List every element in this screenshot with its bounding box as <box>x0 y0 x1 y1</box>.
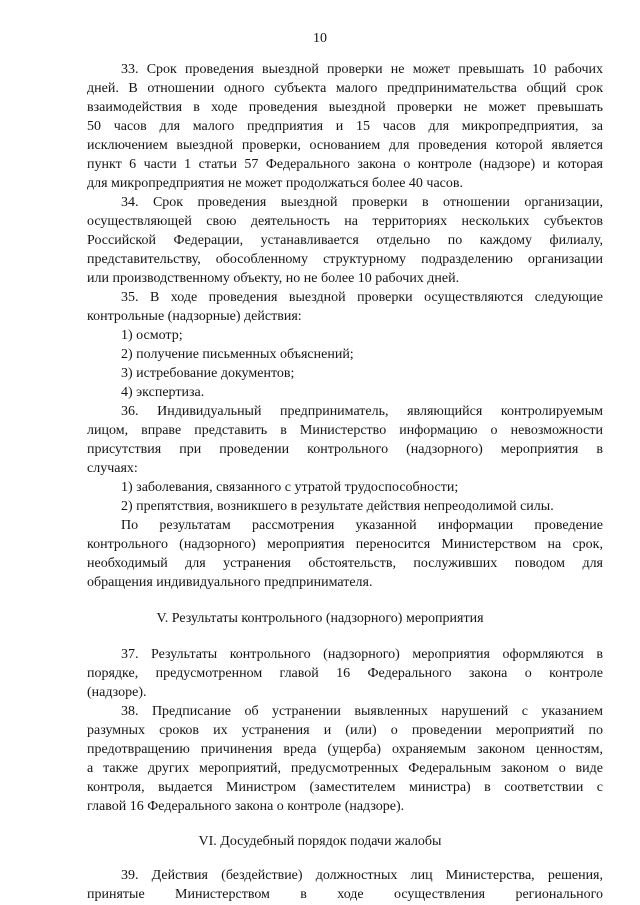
paragraph-34-line-2: осуществляющей свою деятельность на территориях нескольких субъектов <box>87 214 603 229</box>
paragraph-37-line-3: (надзоре). <box>87 685 147 700</box>
paragraph-33-line-1: 33. Срок проведения выездной проверки не может превышать 10 рабочих <box>121 62 603 77</box>
paragraph-33-line-7: для микропредприятия не может продолжаться более 40 часов. <box>87 176 463 191</box>
list-item-documents: 3) истребование документов; <box>121 366 295 381</box>
paragraph-34-line-3: Российской Федерации, устанавливается отдельно по каждому филиалу, <box>87 233 603 248</box>
paragraph-33-line-3: взаимодействия в ходе проведения выездной проверки не может превышать <box>87 100 603 115</box>
paragraph-review-line-3: необходимый для устранения обстоятельств, послуживших поводом для <box>87 556 603 571</box>
paragraph-36-line-1: 36. Индивидуальный предприниматель, являющийся контролируемым <box>121 404 603 419</box>
page-number: 10 <box>313 31 327 46</box>
paragraph-37-line-2: порядке, предусмотренном главой 16 Федерального закона о контроле <box>87 666 603 681</box>
paragraph-34-line-5: или производственному объекту, но не более 10 рабочих дней. <box>87 271 460 286</box>
paragraph-35-line-2: контрольные (надзорные) действия: <box>87 309 302 324</box>
paragraph-39-line-1: 39. Действия (бездействие) должностных лиц Министерства, решения, <box>121 868 603 883</box>
paragraph-37-line-1: 37. Результаты контрольного (надзорного) мероприятия оформляются в <box>121 647 603 662</box>
paragraph-review-line-4: обращения индивидуального предпринимателя. <box>87 575 373 590</box>
paragraph-33-line-2: дней. В отношении одного субъекта малого предпринимательства общий срок <box>87 81 603 96</box>
list-item-inspection: 1) осмотр; <box>121 328 183 343</box>
list-item-force-majeure: 2) препятствия, возникшего в результате действия непреодолимой силы. <box>121 499 554 514</box>
paragraph-36-line-3: присутствия при проведении контрольного (надзорного) мероприятия в <box>87 442 603 457</box>
paragraph-35-line-1: 35. В ходе проведения выездной проверки осуществляются следующие <box>121 290 603 305</box>
paragraph-38-line-3: предотвращению причинения вреда (ущерба) охраняемым законом ценностям, <box>87 742 603 757</box>
list-item-expertise: 4) экспертиза. <box>121 385 205 400</box>
paragraph-38-line-1: 38. Предписание об устранении выявленных нарушений с указанием <box>121 704 603 719</box>
list-item-explanations: 2) получение письменных объяснений; <box>121 347 354 362</box>
paragraph-33-line-4: 50 часов для малого предприятия и 15 часов для микропредприятия, за <box>87 119 603 134</box>
paragraph-38-line-6: главой 16 Федерального закона о контроле (надзоре). <box>87 799 405 814</box>
paragraph-review-line-1: По результатам рассмотрения указанной информации проведение <box>121 518 603 533</box>
paragraph-33-line-6: пункт 6 части 1 статьи 57 Федерального закона о контроле (надзоре) и которая <box>87 157 603 172</box>
paragraph-34-line-4: представительству, обособленному структурному подразделению организации <box>87 252 603 267</box>
list-item-illness: 1) заболевания, связанного с утратой трудоспособности; <box>121 480 459 495</box>
paragraph-38-line-2: разумных сроков их устранения и (или) о проведении мероприятий по <box>87 723 603 738</box>
section-heading-v: V. Результаты контрольного (надзорного) мероприятия <box>156 611 484 626</box>
paragraph-36-line-4: случаях: <box>87 461 138 476</box>
paragraph-38-line-5: контроля, выдается Министром (заместителем министра) в соответствии с <box>87 780 603 795</box>
paragraph-33-line-5: исключением выездной проверки, основанием для проведения которой является <box>87 138 603 153</box>
section-heading-vi: VI. Досудебный порядок подачи жалобы <box>198 834 442 849</box>
paragraph-34-line-1: 34. Срок проведения выездной проверки в отношении организации, <box>121 195 603 210</box>
paragraph-39-line-2: принятые Министерством в ходе осуществления регионального <box>87 887 603 902</box>
paragraph-36-line-2: лицом, вправе представить в Министерство информацию о невозможности <box>87 423 603 438</box>
paragraph-38-line-4: а также других мероприятий, предусмотренных Федеральным законом о виде <box>87 761 603 776</box>
paragraph-review-line-2: контрольного (надзорного) мероприятия переносится Министерством на срок, <box>87 537 603 552</box>
